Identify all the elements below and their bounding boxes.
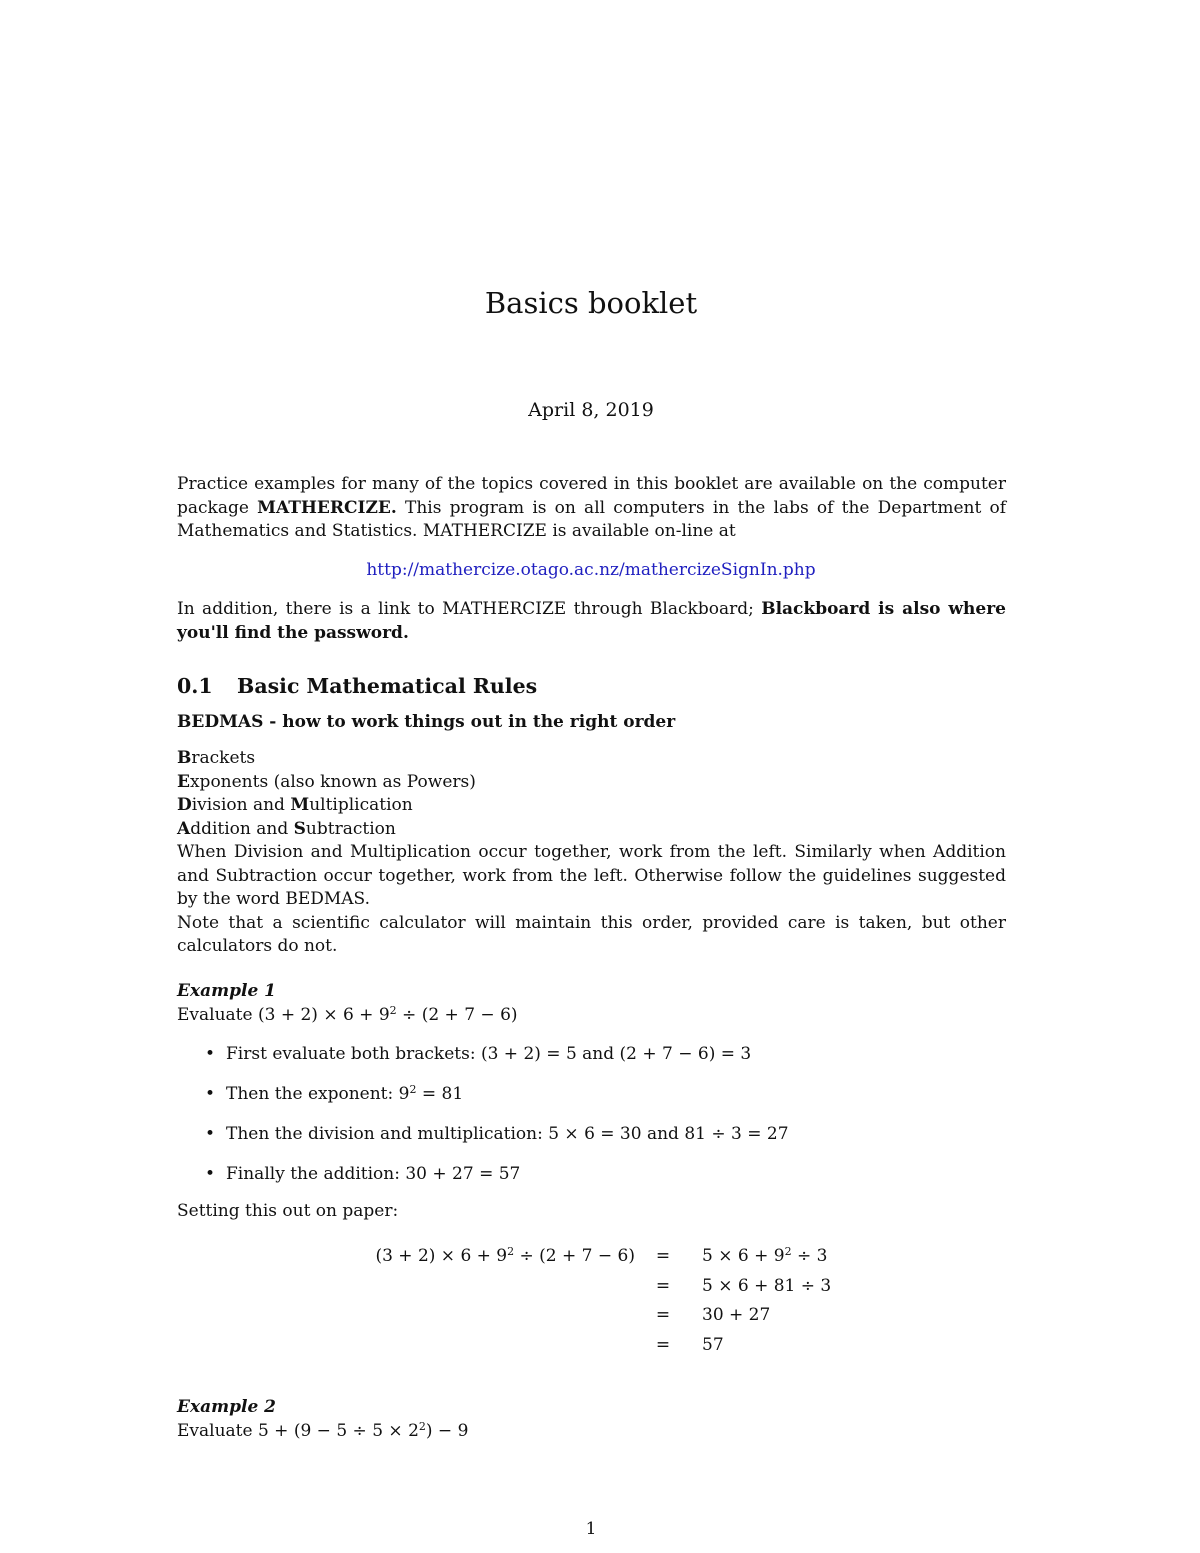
expression-part: Evaluate (3 + 2) × 6 + 9 — [177, 1005, 390, 1025]
rule-text: ubtraction — [305, 818, 396, 839]
expression-part: ÷ (2 + 7 − 6) — [396, 1005, 518, 1025]
exponent: 2 — [389, 1004, 397, 1017]
document-date: April 8, 2019 — [528, 399, 654, 421]
section-number: 0.1 — [177, 674, 213, 698]
exponent: 2 — [418, 1420, 426, 1433]
equals-sign: = — [655, 1305, 671, 1325]
rule-text: rackets — [191, 748, 256, 768]
rule-addition-subtraction — [177, 818, 1006, 842]
rhs-part: ÷ 3 — [791, 1246, 828, 1266]
note-order: When Division and Multiplication occur together, work from the left. Similarly when Addition and Subtraction occur together, work from the left. Otherwise follow the guidelines suggested by the word BEDMAS. — [177, 842, 1006, 909]
bedmas-subheading: BEDMAS - how to work things out in the right order — [177, 712, 676, 732]
equation-row — [370, 1331, 831, 1361]
rule-initial: M — [290, 795, 310, 815]
setting-out-text: Setting this out on paper: — [177, 1201, 399, 1221]
list-item — [205, 1083, 789, 1123]
rhs-part: 5 × 6 + 9 — [702, 1246, 785, 1266]
equation-row — [370, 1301, 831, 1331]
equation-lhs-empty — [370, 1301, 635, 1331]
section-title: Basic Mathematical Rules — [237, 674, 538, 698]
equation-rhs: 30 + 27 — [702, 1305, 771, 1325]
step-text: Then the exponent: 9 — [226, 1084, 410, 1104]
worked-equation — [370, 1242, 831, 1360]
equation-rhs — [691, 1242, 831, 1272]
example-2-expression — [177, 1420, 468, 1444]
section-heading — [177, 672, 537, 700]
expression-part: Evaluate 5 + (9 − 5 ÷ 5 × 2 — [177, 1421, 419, 1441]
rule-initial: D — [177, 795, 192, 815]
equation-rhs: 5 × 6 + 81 ÷ 3 — [702, 1275, 832, 1296]
intro-text-start: Practice examples for many of the topics covered in this booklet are available on the computer package — [177, 474, 1006, 518]
document-title: Basics booklet — [484, 286, 698, 320]
expression-part: ) − 9 — [425, 1421, 469, 1441]
rule-brackets — [177, 747, 1006, 771]
rule-initial: S — [293, 818, 306, 839]
list-item: • Then the division and multiplication: 5 × 6 = 30 and 81 ÷ 3 = 27 — [205, 1123, 789, 1163]
example-1-expression — [177, 1004, 518, 1028]
rule-text: ivision and — [191, 795, 291, 815]
exponent: 2 — [409, 1083, 417, 1096]
mathercize-link[interactable]: http://mathercize.otago.ac.nz/mathercizeSignIn.php — [366, 560, 816, 580]
rule-text: ddition and — [190, 818, 294, 839]
rule-exponents — [177, 771, 1006, 795]
lhs-part: ÷ (2 + 7 − 6) — [514, 1246, 635, 1266]
rule-text: xponents (also known as Powers) — [189, 771, 476, 792]
rule-initial: E — [177, 771, 190, 792]
addition-bold-text: Blackboard is also where you'll find the password. — [177, 599, 1007, 643]
example-1-steps — [205, 1043, 789, 1203]
intro-paragraph — [177, 473, 1006, 544]
equation-row — [370, 1272, 831, 1302]
list-item: • First evaluate both brackets: (3 + 2) = 5 and (2 + 7 − 6) = 3 — [205, 1043, 789, 1083]
step-text: = 81 — [416, 1084, 464, 1104]
exponent: 2 — [507, 1245, 515, 1258]
equation-lhs-empty — [370, 1331, 635, 1361]
example-1-label: Example 1 — [177, 981, 277, 1001]
rule-division-multiplication — [177, 794, 1006, 818]
page-number: 1 — [585, 1519, 597, 1539]
bedmas-rules — [177, 747, 1006, 959]
equals-sign: = — [655, 1246, 671, 1266]
intro-bold-product: MATHERCIZE. — [257, 497, 397, 518]
equation-lhs — [370, 1242, 635, 1272]
lhs-part: (3 + 2) × 6 + 9 — [375, 1246, 508, 1266]
exponent: 2 — [784, 1245, 792, 1258]
rule-text: ultiplication — [309, 795, 413, 815]
addition-text: In addition, there is a link to MATHERCIZE through Blackboard; — [177, 599, 762, 619]
equals-sign: = — [655, 1334, 671, 1355]
addition-paragraph — [177, 598, 1006, 645]
equation-rhs: 57 — [702, 1334, 724, 1355]
rule-initial: A — [177, 818, 191, 839]
rule-initial: B — [177, 748, 192, 768]
equation-row — [370, 1242, 831, 1272]
list-item: • Finally the addition: 30 + 27 = 57 — [205, 1163, 789, 1203]
equals-sign: = — [655, 1275, 671, 1296]
note-calculator: Note that a scientific calculator will maintain this order, provided care is taken, but other calculators do not. — [177, 912, 1006, 956]
intro-text-end: This program is on all computers in the labs of the Department of Mathematics and Statistics. MATHERCIZE is available on-line at — [177, 497, 1007, 541]
equation-lhs-empty — [370, 1272, 635, 1302]
example-2-label: Example 2 — [177, 1397, 277, 1417]
